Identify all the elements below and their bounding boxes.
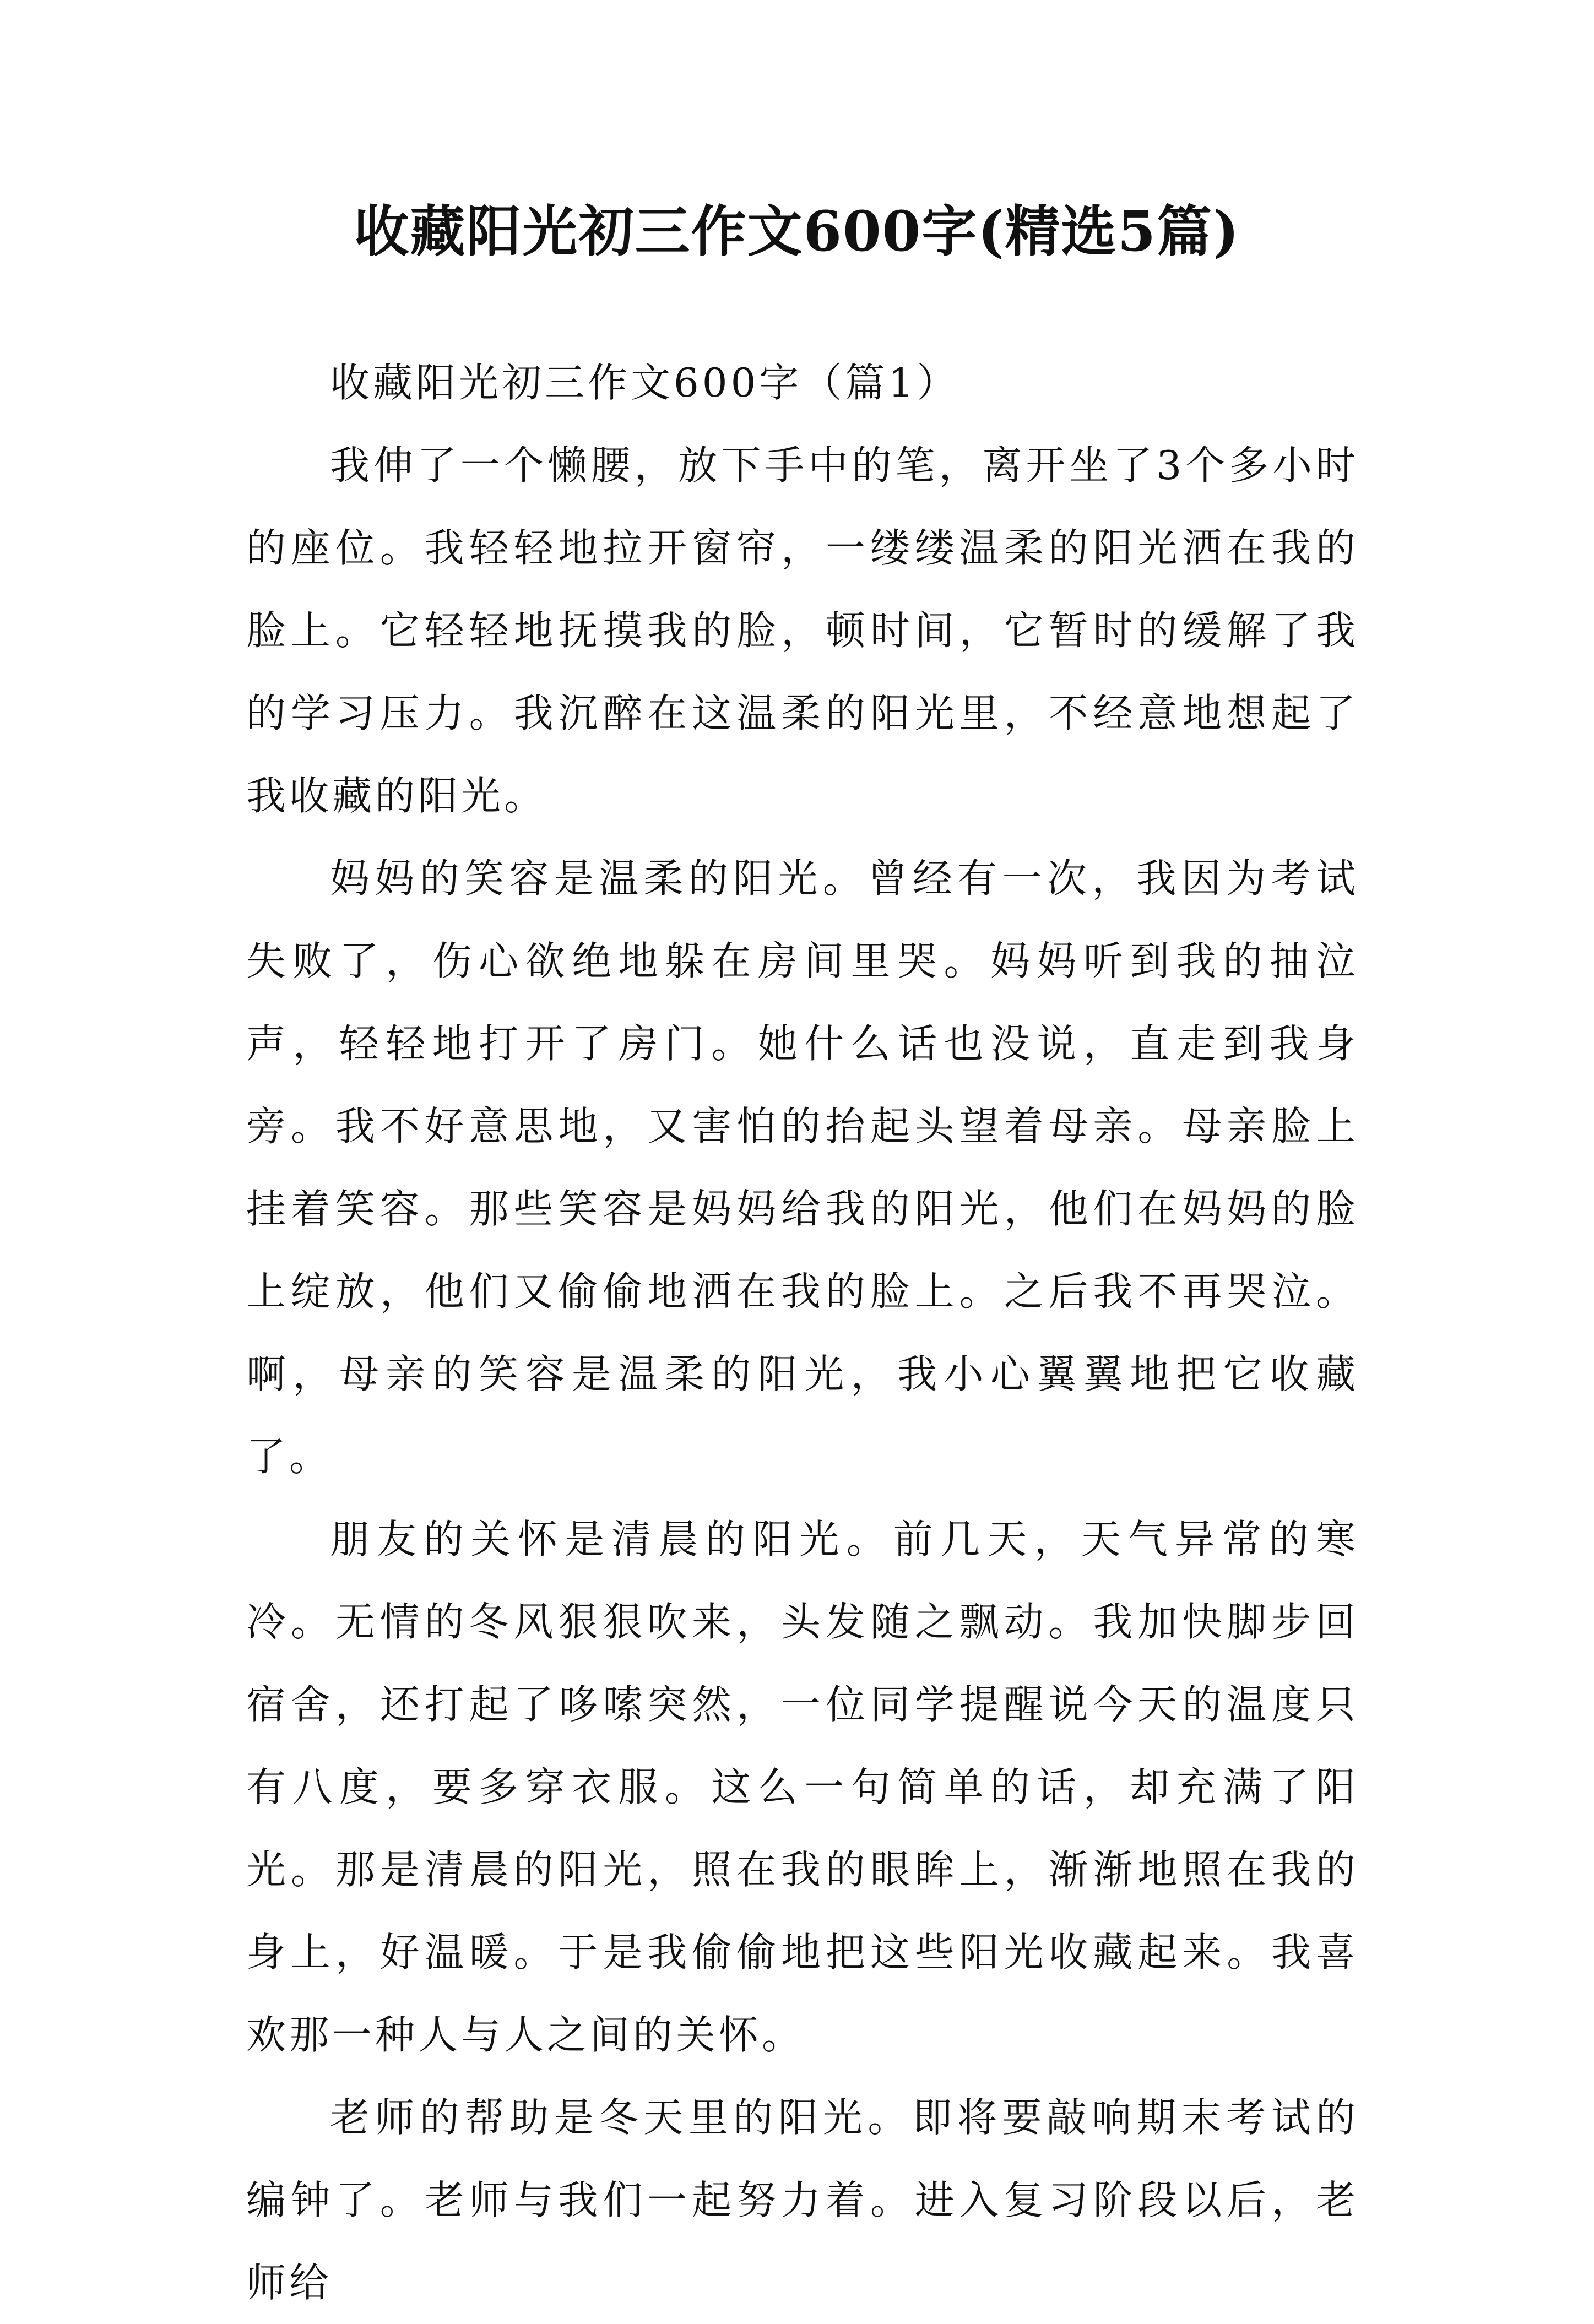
section-heading: 收藏阳光初三作文600字（篇1） (330, 360, 960, 406)
paragraph: 朋友的关怀是清晨的阳光。前几天，天气异常的寒冷。无情的冬风狠狠吹来，头发随之飘动。我加快脚步回宿舍，还打起了哆嗦突然，一位同学提醒说今天的温度只有八度，要多穿衣服。这么一句简单的话，却充满了阳光。那是清晨的阳光，照在我的眼眸上，渐渐地照在我的身上，好温暖。于是我偷偷地把这些阳光收藏起来。我喜欢那一种人与人之间的关怀。 (246, 1516, 1359, 2058)
paragraph: 我伸了一个懒腰，放下手中的笔，离开坐了3个多小时的座位。我轻轻地拉开窗帘，一缕缕温柔的阳光洒在我的脸上。它轻轻地抚摸我的脸，顿时间，它暂时的缓解了我的学习压力。我沉醉在这温柔的阳光里，不经意地想起了我收藏的阳光。 (246, 442, 1359, 819)
paragraph: 老师的帮助是冬天里的阳光。即将要敲响期末考试的编钟了。老师与我们一起努力着。进入复习阶段以后，老师给 (246, 2094, 1359, 2306)
document-title: 收藏阳光初三作文600字(精选5篇) (354, 199, 1240, 264)
document-body (246, 341, 1359, 2324)
paragraph: 妈妈的笑容是温柔的阳光。曾经有一次，我因为考试失败了，伤心欲绝地躲在房间里哭。妈妈听到我的抽泣声，轻轻地打开了房门。她什么话也没说，直走到我身旁。我不好意思地，又害怕的抬起头望着母亲。母亲脸上挂着笑容。那些笑容是妈妈给我的阳光，他们在妈妈的脸上绽放，他们又偷偷地洒在我的脸上。之后我不再哭泣。啊，母亲的笑容是温柔的阳光，我小心翼翼地把它收藏了。 (246, 855, 1359, 1480)
